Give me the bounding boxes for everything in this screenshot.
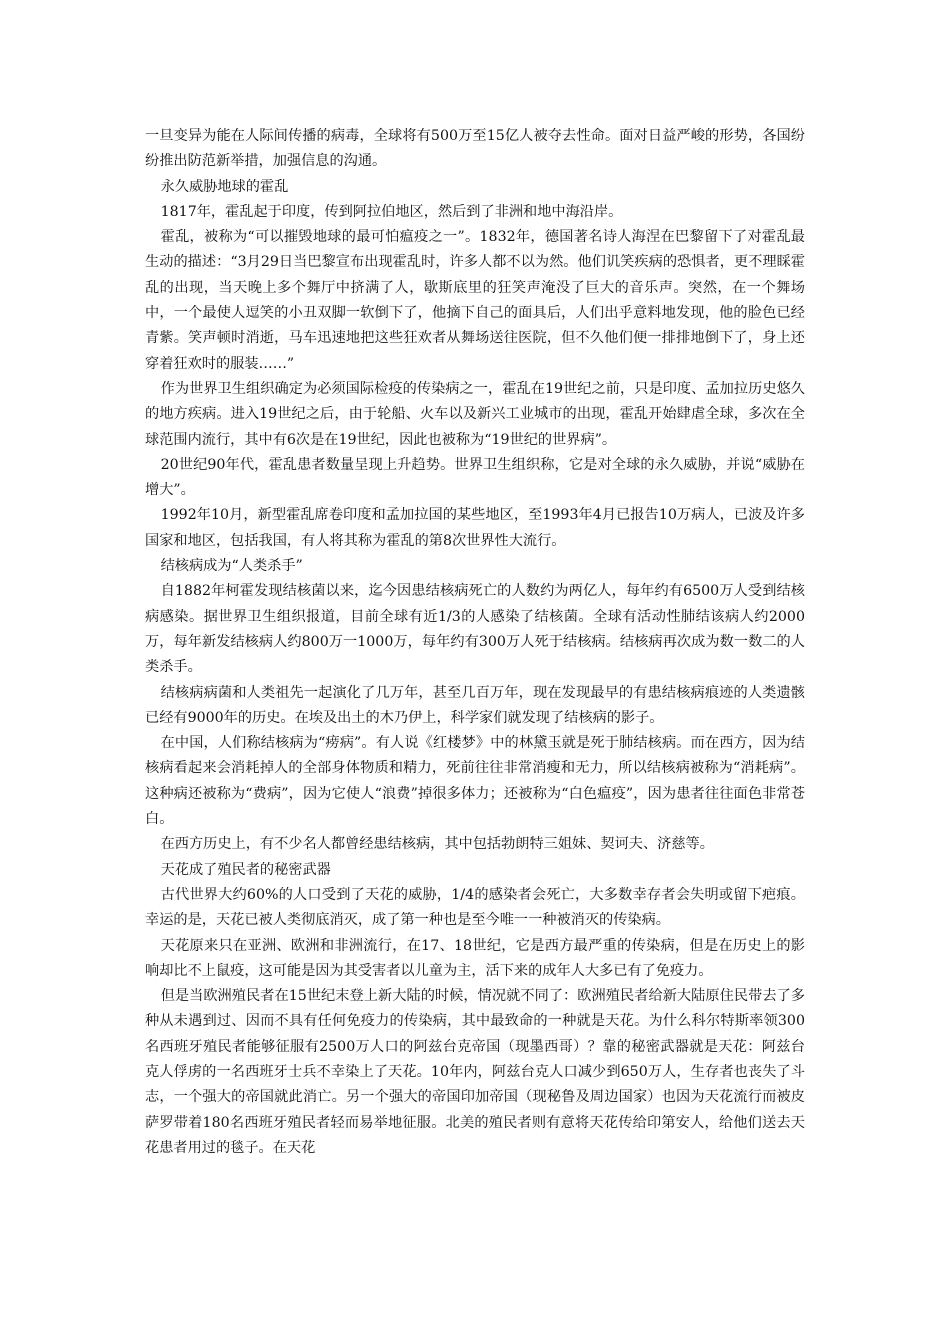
paragraph: 古代世界大约60%的人口受到了天花的威胁，1/4的感染者会死亡，大多数幸存者会失明或留下疤痕。幸运的是，天花已被人类彻底消灭，成了第一种也是至今唯一一种被消灭的传染病。: [145, 886, 805, 929]
paragraph: 天花原来只在亚洲、欧洲和非洲流行，在17、18世纪，它是西方最严重的传染病，但是在历史上的影响却比不上鼠疫，这可能是因为其受害者以儿童为主，活下来的成年人大多已有了免疫力。: [145, 937, 805, 979]
paragraph: 在西方历史上，有不少名人都曾经患结核病，其中包括勃朗特三姐妹、契诃夫、济慈等。: [160, 836, 714, 853]
paragraph: 一旦变异为能在人际间传播的病毒，全球将有500万至15亿人被夺去性命。面对日益严峻的形势，各国纷纷推出防范新举措，加强信息的沟通。: [145, 128, 805, 170]
section-heading-smallpox: 天花成了殖民者的秘密武器: [160, 861, 331, 878]
paragraph: 作为世界卫生组织确定为必须国际检疫的传染病之一，霍乱在19世纪之前，只是印度、孟加拉历史悠久的地方疾病。进入19世纪之后，由于轮船、火车以及新兴工业城市的出现，霍乱开始肆虐全球，多次在全球范围内流行，其中有6次是在19世纪，因此也被称为“19世纪的世界病”。: [145, 380, 805, 448]
section-heading-tuberculosis: 结核病成为“人类杀手”: [160, 558, 303, 575]
section-heading-cholera: 永久威胁地球的霍乱: [160, 178, 289, 195]
paragraph: 1817年，霍乱起于印度，传到阿拉伯地区，然后到了非洲和地中海沿岸。: [160, 203, 623, 220]
paragraph: 1992年10月，新型霍乱席卷印度和孟加拉国的某些地区，至1993年4月已报告10万病人，已波及许多国家和地区，包括我国，有人将其称为霍乱的第8次世界性大流行。: [145, 507, 805, 549]
paragraph: 结核病病菌和人类祖先一起演化了几万年，甚至几百万年，现在发现最早的有患结核病痕迹的人类遗骸已经有9000年的历史。在埃及出土的木乃伊上，科学家们就发现了结核病的影子。: [145, 684, 805, 726]
paragraph: 但是当欧洲殖民者在15世纪末登上新大陆的时候，情况就不同了：欧洲殖民者给新大陆原住民带去了多种从未遇到过、因而不具有任何免疫力的传染病，其中最致命的一种就是天花。为什么科尔特斯率领300名西班牙殖民者能够征服有2500万人口的阿兹台克帝国（现墨西哥）？靠的秘密武器就是天花：阿兹台克人俘虏的一名西班牙士兵不幸染上了天花。10年内，阿兹台克人口减少到650万人，生存者也丧失了斗志，一个强大的帝国就此消亡。另一个强大的帝国印加帝国（现秘鲁及周边国家）也因为天花流行而被皮萨罗带着180名西班牙殖民者轻而易举地征服。北美的殖民者则有意将天花传给印第安人，给他们送去天花患者用过的毯子。在天花: [145, 988, 805, 1156]
document-body: [145, 124, 805, 1161]
paragraph: 20世纪90年代，霍乱患者数量呈现上升趋势。世界卫生组织称，它是对全球的永久威胁，并说“威胁在增大”。: [145, 456, 805, 499]
paragraph: 自1882年柯霍发现结核菌以来，迄今因患结核病死亡的人数约为两亿人，每年约有6500万人受到结核病感染。据世界卫生组织报道，目前全球有近1/3的人感染了结核菌。全球有活动性肺结该病人约2000万，每年新发结核病人约800万一1000万，每年约有300万人死于结核病。结核病再次成为数一数二的人类杀手。: [145, 583, 805, 676]
paragraph: 在中国，人们称结核病为“痨病”。有人说《红楼梦》中的林黛玉就是死于肺结核病。而在西方，因为结核病看起来会消耗掉人的全部身体物质和精力，死前往往非常消瘦和无力，所以结核病被称为“消耗病”。这种病还被称为“费病”，因为它使人“浪费”掉很多体力；还被称为“白色瘟疫”，因为患者往往面色非常苍白。: [145, 735, 805, 828]
paragraph: 霍乱，被称为“可以摧毁地球的最可怕瘟疫之一”。1832年，德国著名诗人海涅在巴黎留下了对霍乱最生动的描述：“3月29日当巴黎宣布出现霍乱时，许多人都不以为然。他们讥笑疾病的恐惧者，更不理睬霍乱的出现，当天晚上多个舞厅中挤满了人，歇斯底里的狂笑声淹没了巨大的音乐声。突然，在一个舞场中，一个最使人逗笑的小丑双脚一软倒下了，他摘下自己的面具后，人们出乎意料地发现，他的脸色已经青紫。笑声顿时消逝，马车迅速地把这些狂欢者从舞场送往医院，但不久他们便一排排地倒下了，身上还穿着狂欢时的服装……”: [145, 229, 805, 372]
